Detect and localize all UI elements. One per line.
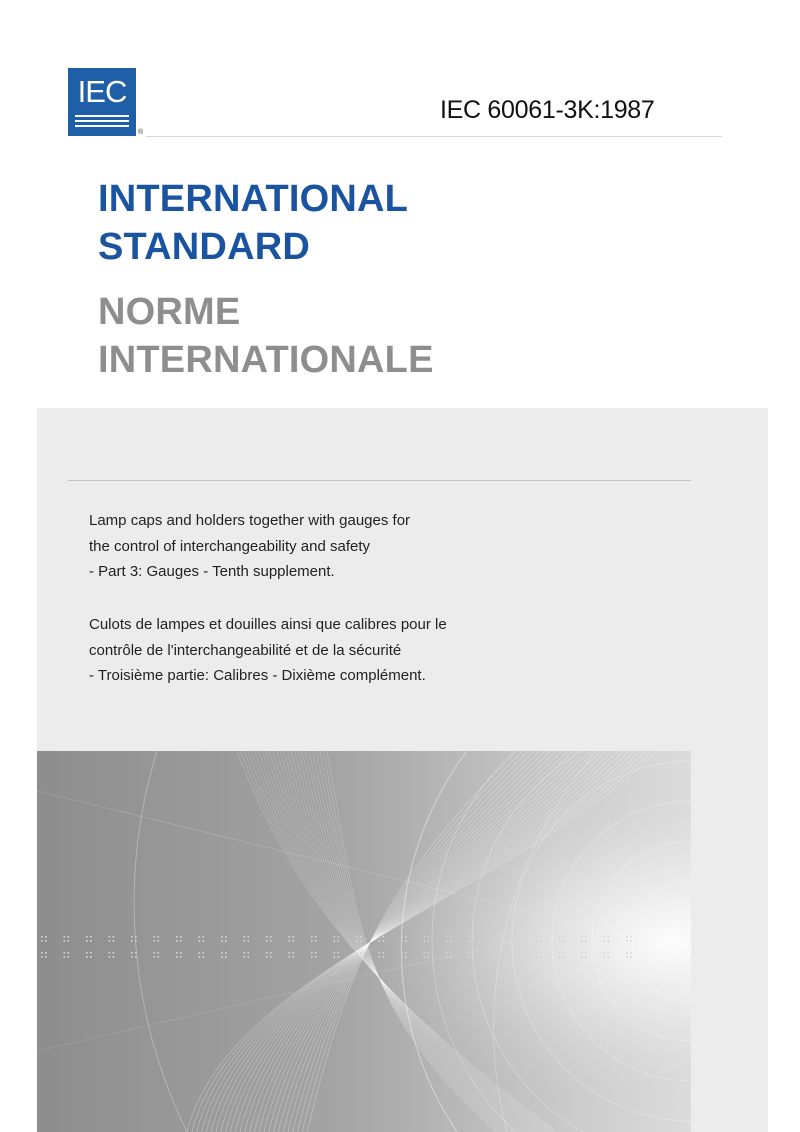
decorative-dot <box>514 956 516 958</box>
decorative-dot <box>135 936 137 938</box>
decorative-dot <box>450 940 452 942</box>
decorative-dot <box>311 940 313 942</box>
decorative-dot <box>360 936 362 938</box>
decorative-dot <box>131 956 133 958</box>
decorative-dot <box>158 952 160 954</box>
decorative-dot <box>289 940 291 942</box>
decorative-dot <box>424 936 426 938</box>
decorative-dot <box>248 956 250 958</box>
decorative-dot <box>383 952 385 954</box>
decorative-dot <box>113 956 115 958</box>
decorative-dot <box>559 952 561 954</box>
title-french-line: INTERNATIONALE <box>98 339 434 381</box>
description-line: - Troisième partie: Calibres - Dixième complément. <box>89 667 426 684</box>
decorative-dot <box>199 956 201 958</box>
decorative-dot <box>154 956 156 958</box>
decorative-dot <box>244 936 246 938</box>
decorative-dot <box>248 936 250 938</box>
decorative-dot <box>293 956 295 958</box>
decorative-dot <box>401 940 403 942</box>
decorative-dot <box>154 940 156 942</box>
decorative-dot <box>495 936 497 938</box>
decorative-dot <box>45 956 47 958</box>
decorative-dot <box>379 952 381 954</box>
decorative-dot <box>536 936 538 938</box>
decorative-dot <box>225 952 227 954</box>
decorative-dot <box>180 940 182 942</box>
decorative-dot <box>158 940 160 942</box>
decorative-dot <box>626 940 628 942</box>
decorative-dot <box>559 956 561 958</box>
decorative-dot <box>379 940 381 942</box>
decorative-dot <box>109 936 111 938</box>
decorative-dot <box>446 940 448 942</box>
decorative-dot <box>109 956 111 958</box>
decorative-dot <box>68 956 70 958</box>
decorative-dot <box>424 956 426 958</box>
decorative-dot <box>45 936 47 938</box>
decorative-dot <box>401 956 403 958</box>
decorative-dot <box>518 952 520 954</box>
decorative-dot <box>585 952 587 954</box>
decorative-dot <box>311 952 313 954</box>
decorative-dot <box>248 940 250 942</box>
cover-artwork <box>37 751 691 1132</box>
decorative-dot <box>401 936 403 938</box>
description-line: Lamp caps and holders together with gauges for <box>89 512 411 529</box>
description-line: the control of interchangeability and safety <box>89 537 371 555</box>
decorative-dot <box>266 940 268 942</box>
title-english-line: INTERNATIONAL <box>98 178 409 220</box>
decorative-dot <box>469 952 471 954</box>
decorative-dot <box>68 940 70 942</box>
decorative-dot <box>428 936 430 938</box>
decorative-dot <box>428 940 430 942</box>
decorative-dot <box>630 936 632 938</box>
decorative-dot <box>266 952 268 954</box>
description-line: Culots de lampes et douilles ainsi que calibres pour le <box>89 616 447 633</box>
decorative-dot <box>86 952 88 954</box>
decorative-dot <box>270 956 272 958</box>
decorative-dot <box>180 936 182 938</box>
decorative-dot <box>630 956 632 958</box>
decorative-dot <box>244 956 246 958</box>
decorative-dot <box>356 940 358 942</box>
decorative-dot <box>90 936 92 938</box>
decorative-dot <box>293 952 295 954</box>
decorative-dot <box>626 936 628 938</box>
decorative-dot <box>405 936 407 938</box>
decorative-dot <box>64 956 66 958</box>
decorative-dot <box>608 936 610 938</box>
decorative-dot <box>68 936 70 938</box>
decorative-dot <box>604 936 606 938</box>
decorative-dot <box>604 940 606 942</box>
decorative-dot <box>563 956 565 958</box>
decorative-dot <box>334 940 336 942</box>
decorative-dot <box>514 940 516 942</box>
decorative-dot <box>289 952 291 954</box>
decorative-dot <box>203 952 205 954</box>
decorative-dot <box>293 940 295 942</box>
description-english <box>89 508 410 585</box>
decorative-dot <box>540 936 542 938</box>
decorative-dot <box>131 940 133 942</box>
decorative-dot <box>446 952 448 954</box>
decorative-dot <box>518 936 520 938</box>
decorative-dot <box>536 952 538 954</box>
decorative-dot <box>540 956 542 958</box>
decorative-dot <box>180 952 182 954</box>
decorative-dot <box>244 952 246 954</box>
decorative-dot <box>45 940 47 942</box>
decorative-dot <box>356 936 358 938</box>
decorative-dot <box>90 940 92 942</box>
decorative-dot <box>450 952 452 954</box>
decorative-dot <box>563 952 565 954</box>
decorative-dot <box>41 936 43 938</box>
decorative-dot <box>135 940 137 942</box>
decorative-dot <box>473 940 475 942</box>
decorative-dot <box>446 956 448 958</box>
decorative-dot <box>225 936 227 938</box>
decorative-dot <box>311 936 313 938</box>
decorative-dot <box>315 956 317 958</box>
decorative-dot <box>338 936 340 938</box>
decorative-dot <box>338 940 340 942</box>
decorative-dot <box>360 952 362 954</box>
decorative-dot <box>176 936 178 938</box>
decorative-dot <box>473 936 475 938</box>
decorative-dot <box>581 952 583 954</box>
decorative-dot <box>109 952 111 954</box>
decorative-dot <box>473 952 475 954</box>
decorative-dot <box>41 956 43 958</box>
decorative-dot <box>585 936 587 938</box>
decorative-dot <box>514 952 516 954</box>
decorative-dot <box>315 936 317 938</box>
decorative-dot <box>608 952 610 954</box>
decorative-dot <box>90 952 92 954</box>
decorative-dot <box>221 936 223 938</box>
decorative-dot <box>266 936 268 938</box>
decorative-dot <box>518 956 520 958</box>
logo-lines <box>75 112 129 127</box>
decorative-dot <box>176 940 178 942</box>
abstract-curves-graphic <box>37 751 691 1132</box>
decorative-dot <box>270 940 272 942</box>
logo-text: IEC <box>77 74 127 109</box>
decorative-dot <box>334 936 336 938</box>
decorative-dot <box>221 956 223 958</box>
decorative-dot <box>540 940 542 942</box>
decorative-dot <box>154 952 156 954</box>
decorative-dot <box>491 956 493 958</box>
decorative-dot <box>604 952 606 954</box>
decorative-dot <box>581 940 583 942</box>
decorative-dot <box>424 952 426 954</box>
decorative-dot <box>428 956 430 958</box>
decorative-dot <box>266 956 268 958</box>
decorative-dot <box>41 940 43 942</box>
header-divider <box>146 136 722 137</box>
decorative-dot <box>491 936 493 938</box>
decorative-dot <box>405 940 407 942</box>
decorative-dot <box>338 956 340 958</box>
decorative-dot <box>109 940 111 942</box>
decorative-dot <box>270 952 272 954</box>
title-french-line: NORME <box>98 291 241 333</box>
decorative-dot <box>540 952 542 954</box>
decorative-dot <box>626 956 628 958</box>
decorative-dot <box>585 940 587 942</box>
decorative-dot <box>379 936 381 938</box>
decorative-dot <box>338 952 340 954</box>
decorative-dot <box>131 936 133 938</box>
decorative-dot <box>518 940 520 942</box>
decorative-dot <box>608 940 610 942</box>
decorative-dot <box>405 956 407 958</box>
decorative-dot <box>469 940 471 942</box>
decorative-dot <box>450 956 452 958</box>
decorative-dot <box>176 952 178 954</box>
decorative-dot <box>289 956 291 958</box>
decorative-dot <box>289 936 291 938</box>
decorative-dot <box>199 940 201 942</box>
decorative-dot <box>90 956 92 958</box>
decorative-dot <box>334 952 336 954</box>
standard-reference: IEC 60061-3K:1987 <box>440 96 655 124</box>
decorative-dot <box>68 952 70 954</box>
decorative-dot <box>536 940 538 942</box>
decorative-dot <box>630 940 632 942</box>
decorative-dot <box>563 940 565 942</box>
decorative-dot <box>405 952 407 954</box>
decorative-dot <box>585 956 587 958</box>
decorative-dot <box>131 952 133 954</box>
description-line: - Part 3: Gauges - Tenth supplement. <box>89 563 335 580</box>
decorative-dot <box>356 952 358 954</box>
decorative-dot <box>86 956 88 958</box>
title-french <box>98 288 434 384</box>
decorative-dot <box>41 952 43 954</box>
decorative-dot <box>428 952 430 954</box>
decorative-dot <box>135 952 137 954</box>
decorative-dot <box>469 956 471 958</box>
decorative-dot <box>495 940 497 942</box>
decorative-dot <box>514 936 516 938</box>
decorative-dot <box>154 936 156 938</box>
decorative-dot <box>225 956 227 958</box>
decorative-dot <box>86 940 88 942</box>
decorative-dot <box>383 940 385 942</box>
decorative-dot <box>630 952 632 954</box>
decorative-dot <box>581 936 583 938</box>
decorative-dot <box>86 936 88 938</box>
decorative-dot <box>581 956 583 958</box>
decorative-dot <box>203 940 205 942</box>
decorative-dot <box>536 956 538 958</box>
decorative-dot <box>135 956 137 958</box>
title-english <box>98 175 408 271</box>
decorative-dot <box>199 952 201 954</box>
decorative-dot <box>113 952 115 954</box>
decorative-dot <box>360 940 362 942</box>
decorative-dot <box>450 936 452 938</box>
decorative-dot <box>424 940 426 942</box>
decorative-dot <box>176 956 178 958</box>
decorative-dot <box>311 956 313 958</box>
decorative-dot <box>356 956 358 958</box>
decorative-dot <box>64 940 66 942</box>
decorative-dot <box>360 956 362 958</box>
decorative-dot <box>626 952 628 954</box>
decorative-dot <box>315 940 317 942</box>
decorative-dot <box>495 956 497 958</box>
description-french <box>89 612 447 689</box>
decorative-dot <box>401 952 403 954</box>
registered-mark: ® <box>138 129 144 136</box>
decorative-dot <box>379 956 381 958</box>
decorative-dot <box>45 952 47 954</box>
description-line: contrôle de l'interchangeabilité et de la sécurité <box>89 641 402 659</box>
decorative-dot <box>64 952 66 954</box>
title-english-line: STANDARD <box>98 226 310 268</box>
iec-logo <box>68 68 136 136</box>
decorative-dot <box>113 936 115 938</box>
decorative-dot <box>270 936 272 938</box>
decorative-dot <box>113 940 115 942</box>
panel-divider <box>68 480 691 481</box>
decorative-dot <box>473 956 475 958</box>
decorative-dot <box>559 936 561 938</box>
decorative-dot <box>199 936 201 938</box>
decorative-dot <box>293 936 295 938</box>
decorative-dot <box>383 936 385 938</box>
decorative-dot <box>334 956 336 958</box>
decorative-dot <box>221 940 223 942</box>
decorative-dot <box>383 956 385 958</box>
decorative-dot <box>225 940 227 942</box>
decorative-dot <box>604 956 606 958</box>
decorative-dot <box>315 952 317 954</box>
decorative-dot <box>563 936 565 938</box>
decorative-dot <box>608 956 610 958</box>
decorative-dot <box>158 956 160 958</box>
decorative-dot <box>203 956 205 958</box>
decorative-dot <box>491 952 493 954</box>
decorative-dot <box>158 936 160 938</box>
decorative-dot <box>446 936 448 938</box>
decorative-dot <box>491 940 493 942</box>
decorative-dot <box>244 940 246 942</box>
decorative-dot <box>221 952 223 954</box>
decorative-dot <box>559 940 561 942</box>
decorative-dot <box>495 952 497 954</box>
decorative-dot <box>203 936 205 938</box>
decorative-dot <box>180 956 182 958</box>
decorative-dot <box>469 936 471 938</box>
decorative-dot <box>248 952 250 954</box>
decorative-dot <box>64 936 66 938</box>
